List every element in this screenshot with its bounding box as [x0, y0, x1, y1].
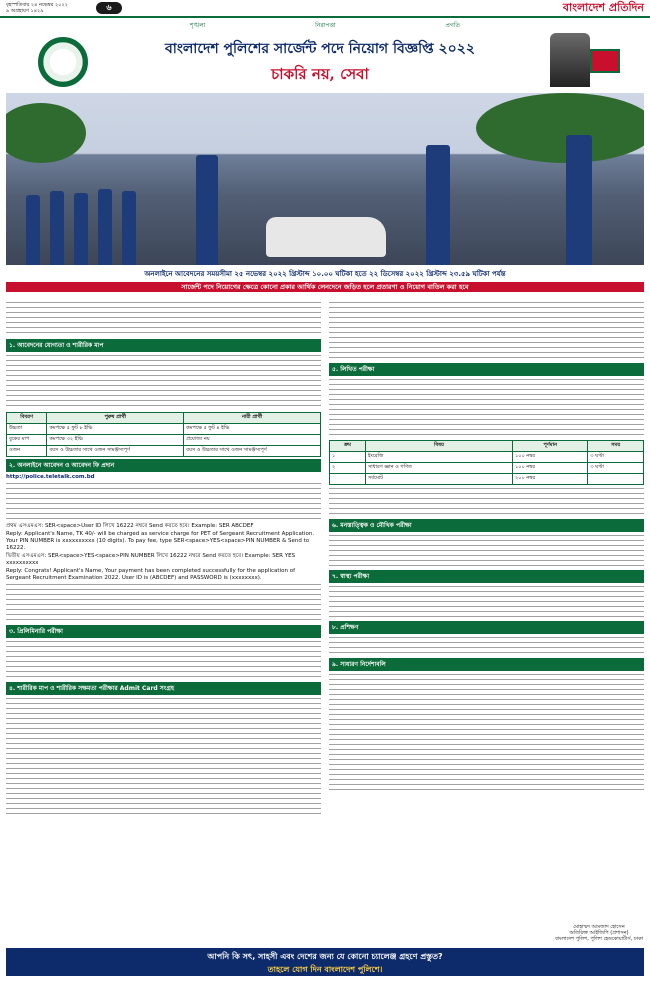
table-header: ক্রম [330, 441, 366, 452]
officer-figure [196, 155, 218, 265]
section-text [329, 636, 644, 656]
officer-figure [50, 191, 64, 265]
table-cell: ১ [330, 452, 366, 463]
table-cell [330, 474, 366, 485]
section-text [6, 697, 321, 817]
table-cell [588, 474, 644, 485]
table-header: পূর্ণমান [513, 441, 588, 452]
police-emblem-icon [38, 37, 88, 87]
motto-1: শৃঙ্খলা [190, 22, 206, 29]
sms-2: দ্বিতীয় এসএমএস: SER<space>YES<space>PIN NUMBER লিখে 16222 নম্বরে Send করতে হবে। Example: SER YES xxxxxxxxxx [6, 553, 296, 566]
table-cell: বুকের মাপ [7, 435, 47, 446]
ad-banner [6, 33, 644, 93]
right-column [329, 300, 644, 944]
section-text [6, 482, 321, 522]
section-text [329, 487, 644, 517]
table-cell: ১০০ নম্বর [513, 452, 588, 463]
masthead-dates [6, 2, 68, 14]
table-cell: উচ্চতা [7, 424, 47, 435]
table-header: বিবরণ [7, 413, 47, 424]
table-cell: ৩ ঘণ্টা [588, 452, 644, 463]
section-heading: ২. অনলাইনে আবেদন ও আবেদন ফি প্রদান [6, 459, 321, 472]
section-text [6, 583, 321, 623]
written-exam-table [329, 440, 644, 485]
officer-figure [98, 189, 112, 265]
section-text [329, 534, 644, 568]
table-row [330, 452, 644, 463]
section-text [6, 354, 321, 410]
table-cell: সাধারণ জ্ঞান ও গণিত [365, 463, 512, 474]
sms-1: প্রথম এসএমএস: SER<space>User ID লিখে 16222 নম্বরে Send করতে হবে। Example: SER ABCDEF [6, 523, 254, 529]
footer-question: আপনি কি সৎ, সাহসী এবং দেশের জন্য যে কোনো চ্যালেঞ্জ গ্রহণে প্রস্তুত? [207, 952, 443, 961]
page-number: ৬ [96, 2, 122, 14]
table-row [7, 446, 321, 457]
table-cell: সর্বমোট [365, 474, 512, 485]
officer-figure [426, 145, 450, 265]
table-cell: ২০০ নম্বর [513, 474, 588, 485]
table-cell: প্রযোজ্য নয় [184, 435, 321, 446]
officer-figure [122, 191, 136, 265]
table-cell: ইংরেজি [365, 452, 512, 463]
reply-2: Reply: Congrats! Applicant's Name, Your payment has been completed successfully for the application of Sergeant Recruitment Examination 2022. User ID is (ABCDEF) and PASSWORD is (xxxxxxxx). [6, 568, 296, 581]
officer-figure [26, 195, 40, 265]
ad-subtitle: চাকরি নয়, সেবা [271, 65, 369, 83]
table-cell: ৩ ঘণ্টা [588, 463, 644, 474]
website-url[interactable]: http://police.teletalk.com.bd [6, 474, 95, 480]
ad-footer [6, 948, 644, 976]
section-heading: ৫. লিখিত পরীক্ষা [329, 363, 644, 376]
table-row [7, 424, 321, 435]
table-row [7, 435, 321, 446]
date-line-1: বৃহস্পতিবার ২৪ নভেম্বর ২০২২ [6, 2, 68, 8]
section-heading: ৮. প্রশিক্ষণ [329, 621, 644, 634]
table-header: সময় [588, 441, 644, 452]
website-link[interactable] [6, 474, 321, 481]
fraud-warning: সার্জেন্ট পদে নিয়োগের ক্ষেত্রে কোনো প্রকার আর্থিক লেনদেনে জড়িত হলে প্রতারণা ও নিয়োগ বাতিল করা হবে [6, 282, 644, 292]
table-row [330, 474, 644, 485]
intro-text [6, 301, 321, 337]
table-header: নারী প্রার্থী [184, 413, 321, 424]
table-cell: কমপক্ষে ৩২ ইঞ্চি [47, 435, 184, 446]
table-cell: ১০০ নম্বর [513, 463, 588, 474]
table-header: বিষয় [365, 441, 512, 452]
newspaper-brand: বাংলাদেশ প্রতিদিন [562, 0, 644, 14]
signatory-role: অতিরিক্ত আইজিপি (প্রশাসন) [569, 930, 629, 936]
motto-3: প্রগতি [445, 22, 460, 29]
section-heading: ৭. স্বাস্থ্য পরীক্ষা [329, 570, 644, 583]
table-cell: কমপক্ষে ৫ ফুট ৪ ইঞ্চি [184, 424, 321, 435]
section-text [329, 301, 644, 361]
portrait-image [550, 33, 590, 87]
section-text [329, 673, 644, 793]
section-text [6, 640, 321, 680]
table-header: পুরুষ প্রার্থী [47, 413, 184, 424]
police-photo [6, 93, 644, 265]
table-cell: ওজন [7, 446, 47, 457]
commemorative-logo-icon [590, 49, 620, 73]
section-heading: ৪. শারীরিক মাপ ও শারীরিক সক্ষমতা পরীক্ষার Admit Card সংগ্রহ [6, 682, 321, 695]
table-row [330, 463, 644, 474]
ad-title: বাংলাদেশ পুলিশের সার্জেন্ট পদে নিয়োগ বিজ্ঞপ্তি ২০২২ [165, 41, 475, 57]
section-heading: ৩. প্রিলিমিনারি পরীক্ষা [6, 625, 321, 638]
officer-figure [74, 193, 88, 265]
left-column [6, 300, 321, 944]
section-heading: ৯. সাধারণ নির্দেশাবলি [329, 658, 644, 671]
reply-1: Reply: Applicant's Name, TK 40/- will be charged as service charge for PET of Sergeant Recruitment Application. Your PIN NUMBER is xxxxxxxxxx (10 digits). To pay fee, type SER<space>YES<space>PIN NUMBER & Send to 16222. [6, 531, 315, 551]
table-cell: ২ [330, 463, 366, 474]
tree-shape [476, 93, 644, 163]
date-line-2: ৯ অগ্রহায়ণ ১৪২৯ [6, 8, 44, 14]
section-text [329, 585, 644, 619]
table-cell: কমপক্ষে ৫ ফুট ৮ ইঞ্চি [47, 424, 184, 435]
section-heading: ১. আবেদনের যোগ্যতা ও শারীরিক মাপ [6, 339, 321, 352]
section-heading: ৬. মনস্তাত্ত্বিক ও মৌখিক পরীক্ষা [329, 519, 644, 532]
police-mottos [0, 18, 650, 33]
table-cell: বয়স ও উচ্চতার সাথে ওজন সামঞ্জস্যপূর্ণ [184, 446, 321, 457]
footer-call-to-action: তাহলে যোগ দিন বাংলাদেশ পুলিশে। [267, 965, 383, 974]
signatory-name: মোহাম্মদ আমজাদ হোসেন [573, 924, 625, 930]
signature-block [554, 924, 644, 942]
physical-requirements-table [6, 412, 321, 457]
ad-body [6, 300, 644, 944]
table-cell: বয়স ও উচ্চতার সাথে ওজন সামঞ্জস্যপূর্ণ [47, 446, 184, 457]
tree-shape [6, 103, 86, 163]
signatory-org: বাংলাদেশ পুলিশ, পুলিশ হেডকোয়ার্টার্স, ঢাকা [554, 936, 644, 942]
officer-figure [566, 135, 592, 265]
section-text [329, 378, 644, 438]
application-deadline: অনলাইনে আবেদনের সময়সীমা ২৫ নভেম্বর ২০২২ খ্রিস্টাব্দ ১০.০০ ঘটিকা হতে ২২ ডিসেম্বর ২০২২ খ্রিস্টাব্দ ২৩.৫৯ ঘটিকা পর্যন্ত [144, 270, 506, 278]
motto-2: নিরাপত্তা [315, 22, 336, 29]
car-shape [266, 217, 386, 257]
